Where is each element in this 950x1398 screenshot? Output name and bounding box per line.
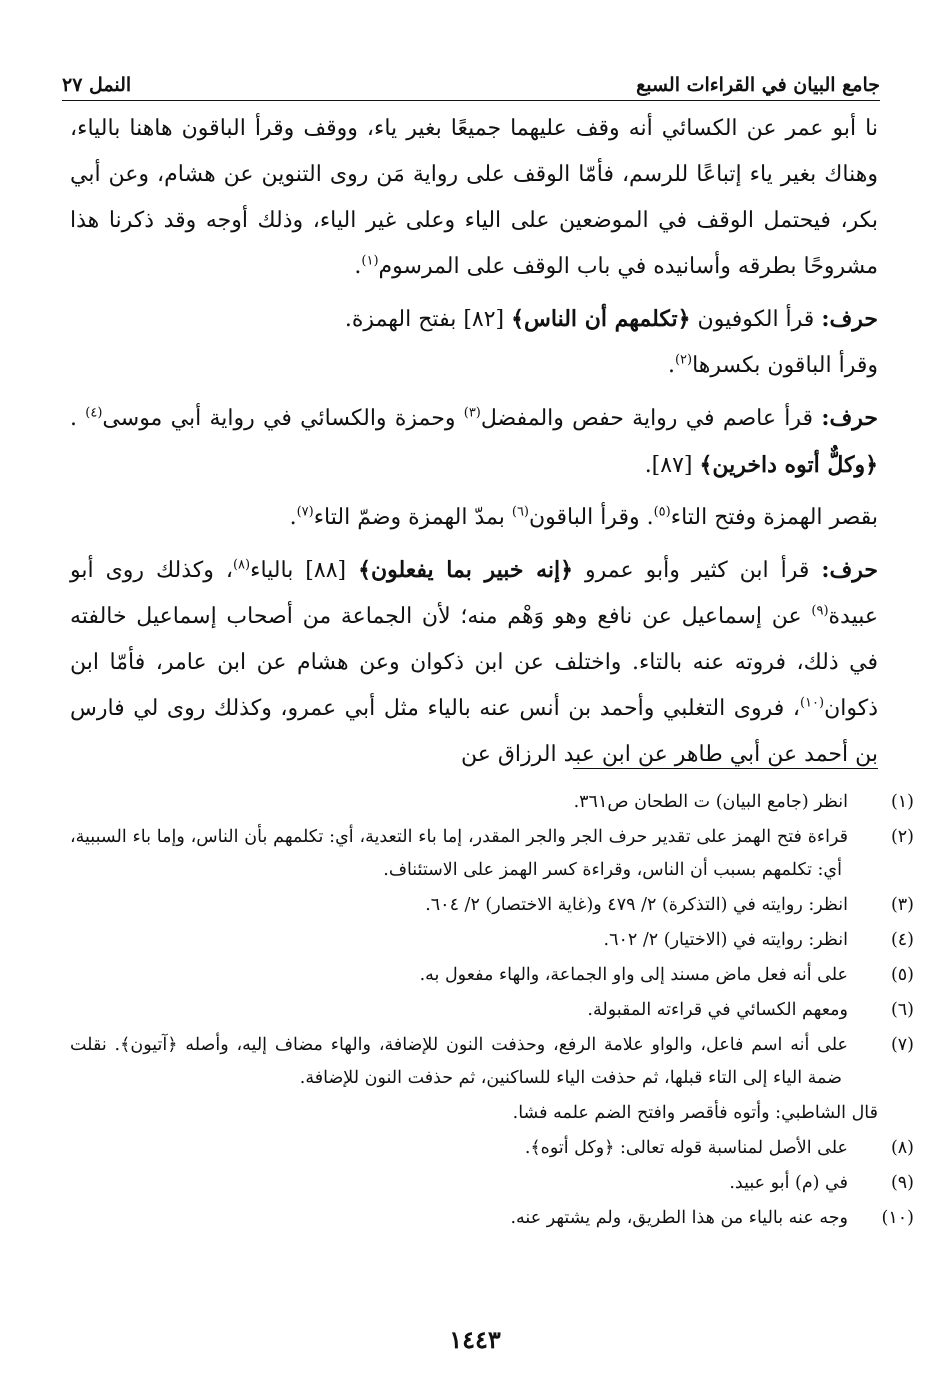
harf-82-text-b: [٨٢] بفتح الهمزة. (344, 307, 512, 332)
harf-88-text-a: قرأ ابن كثير وأبو عمرو (573, 558, 822, 583)
paragraph-1-end: . (354, 254, 362, 279)
book-title: جامع البيان في القراءات السبع (636, 74, 880, 96)
footnote-ref-5[interactable]: (٥) (653, 504, 671, 520)
footnote-7-verse (70, 1097, 878, 1130)
harf-82-text-a: قرأ الكوفيون (690, 307, 822, 332)
footnote-ref-9[interactable]: (٩) (811, 603, 829, 619)
harf-88-text-b: [٨٨] بالياء (250, 558, 359, 583)
footnote-6 (70, 994, 914, 1027)
footnote-ref-7[interactable]: (٧) (296, 504, 314, 520)
harf-87-text-a: قرأ عاصم في رواية حفص والمفضل (480, 406, 822, 431)
harf-87-text-c: . (70, 406, 86, 431)
footnote-number: (٩) (890, 1173, 914, 1193)
quran-quote-87: ﴿وكلٌّ أتوه داخرين﴾ (699, 452, 878, 478)
footnote-number: (١) (890, 792, 914, 812)
footnote-text: على أنه فعل ماض مسند إلى واو الجماعة، والهاء مفعول به. (419, 965, 848, 985)
running-header (62, 56, 880, 101)
footnote-3 (70, 889, 914, 922)
footnote-divider (573, 768, 878, 769)
footnote-text: على أنه اسم فاعل، والواو علامة الرفع، وحذفت النون للإضافة، والهاء مضاف إليه، وأصله ﴿آتيون﴾. نقلت ضمة الياء إلى التاء قبلها، ثم حذفت الياء للساكنين، ثم حذفت النون للإضافة. (70, 1035, 848, 1088)
harf-88-text-e: ، فروى التغلبي وأحمد بن أنس عنه بالياء مثل أبي عمرو، وكذلك روى لي فارس بن أحمد عن أبي طاهر عن ابن عبد الرزاق عن (70, 696, 878, 767)
footnote-text: انظر: روايته في (التذكرة) ٢/ ٤٧٩ و(غاية الاختصار) ٢/ ٦٠٤. (425, 895, 848, 915)
footnote-text: انظر (جامع البيان) ت الطحان ص٣٦١. (573, 792, 848, 812)
footnote-5 (70, 959, 914, 992)
main-text (70, 106, 878, 778)
quran-quote-88: ﴿إنه خبير بما يفعلون﴾ (358, 557, 574, 583)
paragraph-5-text-a: بقصر الهمزة وفتح التاء (670, 505, 878, 530)
footnote-ref-8[interactable]: (٨) (232, 557, 251, 573)
paragraph-3-end: . (667, 353, 675, 378)
footnote-text: قراءة فتح الهمز على تقدير حرف الجر والجر المقدر، إما باء التعدية، أي: تكلمهم بأن الناس، وإما باء السببية، أي: تكلمهم بسبب أن الناس، وقراءة كسر الهمز على الاستئناف. (70, 827, 848, 880)
harf-label: حرف: (821, 405, 878, 431)
paragraph-5-text-b: . وقرأ الباقون (529, 505, 654, 530)
footnotes (70, 786, 914, 1237)
footnote-text: قال الشاطبي: وأتوه فأقصر وافتح الضم علمه فشا. (512, 1103, 878, 1123)
footnote-ref-1[interactable]: (١) (361, 253, 379, 269)
harf-88-text-c: ، وكذلك روى أبو عبيدة (70, 558, 878, 629)
footnote-number: (٦) (890, 1000, 914, 1020)
footnote-ref-6[interactable]: (٦) (511, 504, 529, 520)
footnote-number: (٤) (890, 930, 914, 950)
footnote-number: (٢) (890, 827, 914, 847)
footnote-2 (70, 821, 914, 887)
footnote-4 (70, 924, 914, 957)
paragraph-3-text: وقرأ الباقون بكسرها (692, 353, 878, 378)
harf-87-text-d: [٨٧]. (644, 453, 700, 478)
footnote-9 (70, 1167, 914, 1200)
footnote-ref-4[interactable]: (٤) (85, 405, 103, 421)
paragraph-5-text-d: . (289, 505, 297, 530)
footnote-text: انظر: روايته في (الاختيار) ٢/ ٦٠٢. (603, 930, 848, 950)
footnote-ref-2[interactable]: (٢) (674, 352, 693, 368)
footnote-number: (٣) (890, 895, 914, 915)
quran-quote-82: ﴿تكلمهم أن الناس﴾ (511, 306, 691, 332)
harf-label: حرف: (821, 306, 878, 332)
harf-label: حرف: (821, 557, 879, 583)
paragraph-3 (70, 343, 878, 389)
paragraph-5-text-c: بمدّ الهمزة وضمّ التاء (313, 505, 512, 530)
paragraph-5 (70, 495, 878, 541)
footnote-ref-3[interactable]: (٣) (463, 405, 481, 421)
page-number: ١٤٤٣ (449, 1325, 501, 1354)
footnote-number: (٧) (890, 1035, 914, 1055)
footnote-number: (٨) (890, 1138, 914, 1158)
footnote-number: (١٠) (881, 1208, 914, 1228)
footnote-1 (70, 786, 914, 819)
footnote-8 (70, 1132, 914, 1165)
paragraph-1 (70, 106, 878, 290)
harf-88-text-d: عن إسماعيل عن نافع وهو وَهْم منه؛ لأن الجماعة من أصحاب إسماعيل خالفته في ذلك، فروته عنه بالتاء. واختلف عن ابن ذكوان وعن هشام عن ابن عامر، فأمّا ابن ذكوان (70, 604, 878, 721)
footnote-ref-10[interactable]: (١٠) (799, 695, 825, 711)
footnote-text: وجه عنه بالياء من هذا الطريق، ولم يشتهر عنه. (510, 1208, 848, 1228)
paragraph-1-text: نا أبو عمر عن الكسائي أنه وقف عليهما جميعًا بغير ياء، ووقف وقرأ الباقون هاهنا بالياء، وهناك بغير ياء إتباعًا للرسم، فأمّا الوقف على رواية مَن روى التنوين عن هشام، وعن أبي بكر، فيحتمل الوقف في الموضعين على الياء وعلى غير الياء، وذلك أوجه وقد ذكرنا هذا مشروحًا بطرقه وأسانيده في باب الوقف على المرسوم (70, 116, 878, 279)
footnote-text: ومعهم الكسائي في قراءته المقبولة. (587, 1000, 848, 1020)
harf-88 (70, 547, 878, 778)
footnote-7 (70, 1029, 914, 1095)
footnote-text: على الأصل لمناسبة قوله تعالى: ﴿وكل أتوه﴾. (524, 1138, 848, 1158)
harf-87-text-b: وحمزة والكسائي في رواية أبي موسى (102, 406, 464, 431)
footnote-10 (70, 1202, 914, 1235)
surah-label: النمل ٢٧ (62, 74, 132, 96)
footnote-number: (٥) (890, 965, 914, 985)
footnote-text: في (م) أبو عبيد. (729, 1173, 848, 1193)
harf-82 (70, 296, 878, 343)
harf-87 (70, 395, 878, 489)
